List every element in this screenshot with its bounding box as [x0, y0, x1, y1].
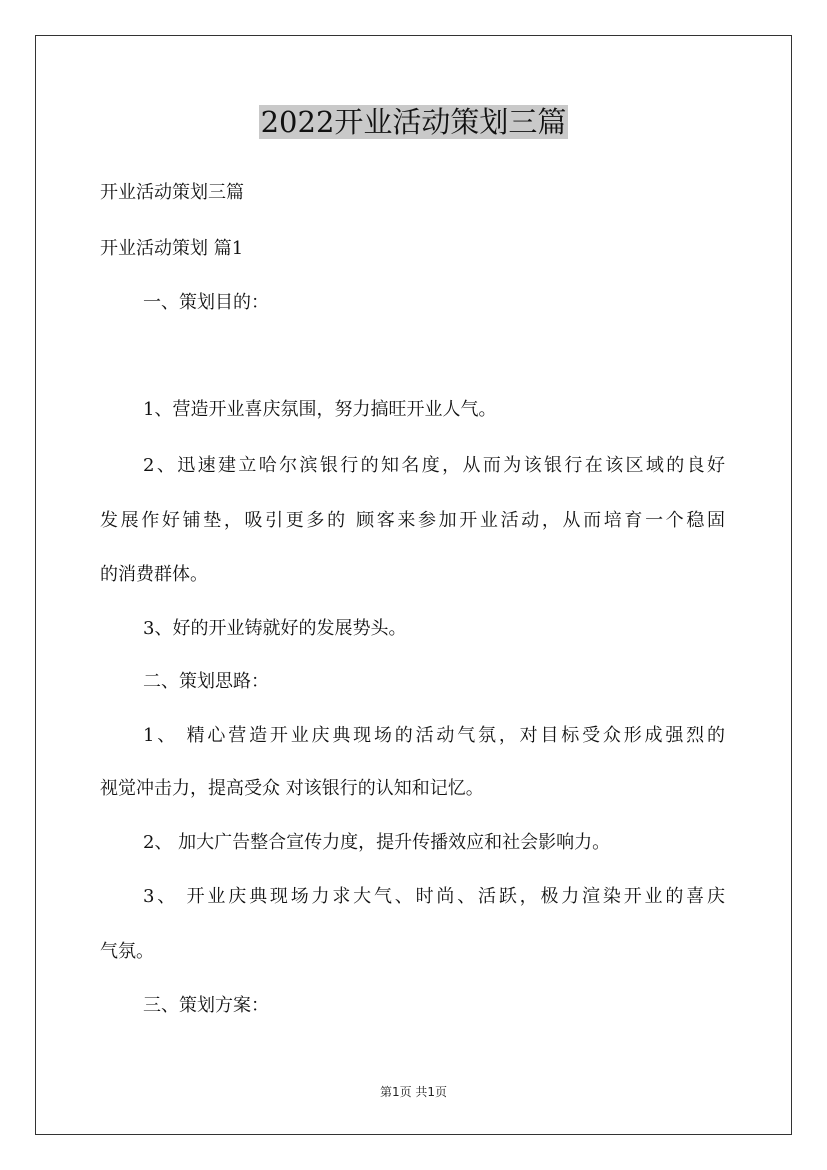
paragraph-line: 1、营造开业喜庆氛围，努力搞旺开业人气。: [143, 399, 497, 420]
subtitle-line: 开业活动策划三篇: [100, 182, 244, 203]
heading-plan: 三、策划方案：: [143, 995, 269, 1016]
section-heading-part1: 开业活动策划 篇1: [100, 238, 244, 259]
heading-approach: 二、策划思路：: [143, 671, 269, 692]
paragraph-line: 视觉冲击力，提高受众 对该银行的认知和记忆。: [100, 778, 484, 799]
paragraph-line: 2、 加大广告整合宣传力度，提升传播效应和社会影响力。: [143, 832, 611, 853]
title-highlight: 2022开业活动策划三篇: [260, 105, 567, 139]
document-title: [0, 100, 827, 144]
paragraph-line: 发展作好铺垫，吸引更多的 顾客来参加开业活动，从而培育一个稳固: [100, 510, 725, 531]
paragraph-line: 3、 开业庆典现场力求大气、时尚、活跃，极力渲染开业的喜庆: [143, 886, 725, 907]
paragraph-line: 的消费群体。: [100, 564, 208, 585]
paragraph-line: 3、好的开业铸就好的发展势头。: [143, 618, 407, 639]
heading-purpose: 一、策划目的：: [143, 292, 269, 313]
paragraph-line: 气氛。: [100, 941, 154, 962]
page-number: 第1页 共1页: [379, 1085, 448, 1099]
paragraph-line: 2、迅速建立哈尔滨银行的知名度，从而为该银行在该区域的良好: [143, 455, 725, 476]
paragraph-line: 1、 精心营造开业庆典现场的活动气氛，对目标受众形成强烈的: [143, 725, 725, 746]
